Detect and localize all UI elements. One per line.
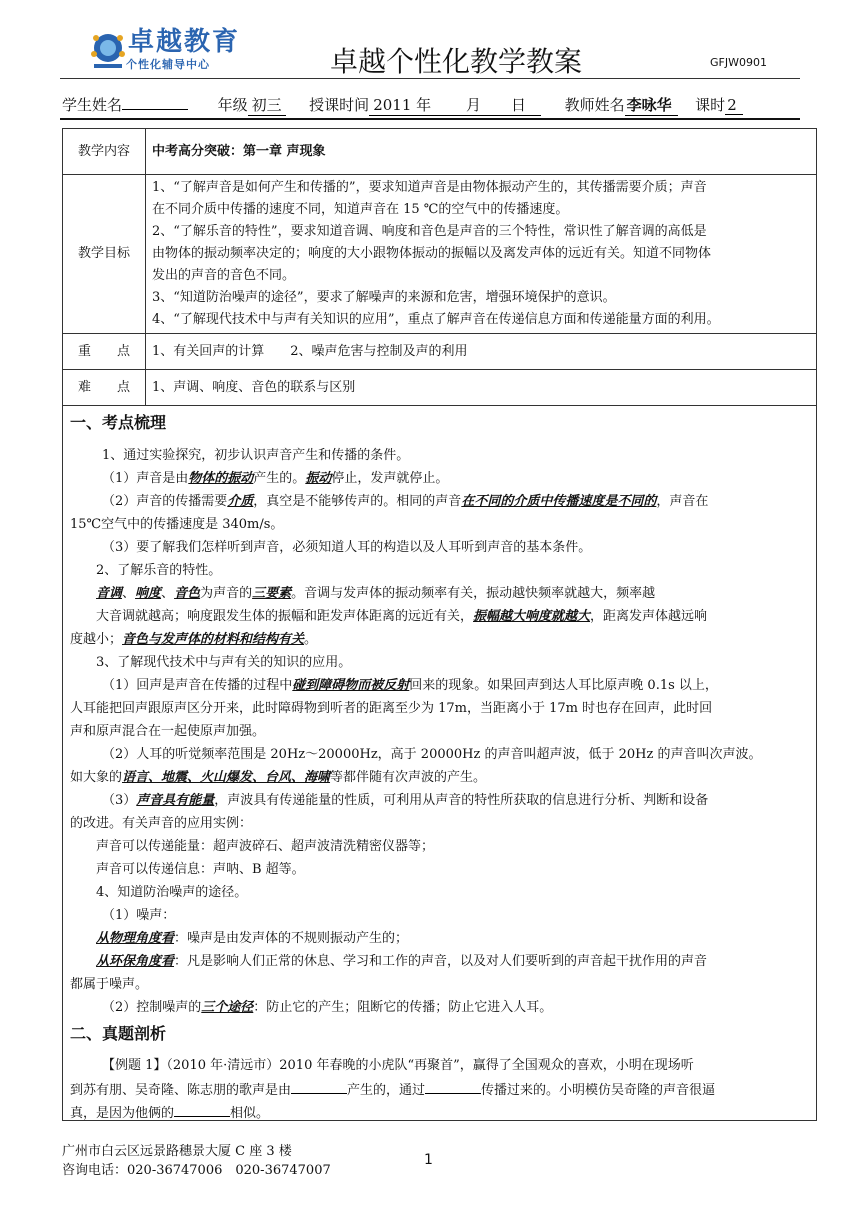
- body-line: 人耳能把回声跟原声区分开来，此时障碍物到听者的距离至少为 17m，当距离小于 17m 时也存在回声，此时回: [70, 701, 713, 716]
- body-line: （3）要了解我们怎样听到声音，必须知道人耳的构造以及人耳听到声音的基本条件。: [102, 540, 592, 555]
- info-rule: [60, 118, 800, 120]
- body-line: （1）噪声：: [102, 908, 176, 923]
- table-row: [63, 129, 817, 175]
- answer-blank[interactable]: [291, 1079, 347, 1094]
- difficulty-value: 1、声调、响度、音色的联系与区别: [146, 370, 817, 406]
- body-line: 从物理角度看：噪声是由发声体的不规则振动产生的；: [96, 931, 409, 946]
- body-line: 2、了解乐音的特性。: [96, 563, 222, 578]
- body-line: 都属于噪声。: [70, 977, 149, 992]
- table-row: [63, 175, 817, 334]
- body-line: 15℃空气中的传播速度是 340m/s。: [70, 517, 284, 532]
- year-value: 2011: [373, 96, 412, 114]
- day-unit: 日: [510, 96, 526, 114]
- brand-logo-emblem: [88, 28, 128, 72]
- goal-line: 发出的声音的音色不同。: [152, 268, 296, 283]
- body-line: （1）回声是声音在传播的过程中碰到障碍物而被反射回来的现象。如果回声到达人耳比原声晚 0.1s 以上，: [102, 678, 718, 693]
- body-line: 3、了解现代技术中与声有关的知识的应用。: [96, 655, 352, 670]
- body-line: 声音可以传递能量：超声波碎石、超声波清洗精密仪器等；: [96, 839, 435, 854]
- answer-blank[interactable]: [425, 1079, 481, 1094]
- example-line: 到苏有朋、吴奇隆、陈志朋的歌声是由 产生的，通过 传播过来的。小明模仿吴奇隆的声音很逼: [70, 1079, 715, 1101]
- table-row: [63, 370, 817, 406]
- lesson-info-line: [62, 94, 743, 116]
- document-code: GFJW0901: [710, 56, 767, 69]
- body-line: （1）声音是由物体的振动产生的。振动停止，发声就停止。: [102, 471, 449, 486]
- time-label: 授课时间: [309, 96, 370, 114]
- body-line: 度越小；音色与发声体的材料和结构有关。: [70, 632, 318, 647]
- teacher-label: 教师姓名: [564, 96, 625, 114]
- body-line: （3）声音具有能量，声波具有传递能量的性质，可利用从声音的特性所获取的信息进行分析、判断和设备: [102, 793, 709, 808]
- body-line: 1、通过实验探究，初步认识声音产生和传播的条件。: [102, 448, 410, 463]
- student-name-blank: [122, 95, 188, 110]
- body-line: 4、知道防治噪声的途径。: [96, 885, 248, 900]
- footer-address: 广州市白云区远景路穗景大厦 C 座 3 楼: [62, 1144, 292, 1159]
- grade-value: 初三: [248, 94, 286, 116]
- body-line: 音调、响度、音色为声音的三要素。音调与发声体的振动频率有关，振动越快频率就越大，频率越: [96, 586, 656, 601]
- body-line: 大音调就越高；响度跟发生体的振幅和距发声体距离的远近有关，振幅越大响度就越大，距离发声体越远响: [96, 609, 708, 624]
- footer-contact: [62, 1142, 331, 1180]
- answer-blank[interactable]: [174, 1102, 230, 1117]
- body-line: （2）控制噪声的三个途径：防止它的产生；阻断它的传播；防止它进入人耳。: [102, 1000, 553, 1015]
- goals-label: 教学目标: [63, 175, 146, 334]
- year-unit: 年: [416, 96, 432, 114]
- lesson-plan-table: [62, 128, 817, 406]
- header-rule: [60, 78, 800, 79]
- goal-line: 4、“了解现代技术中与声有关知识的应用”，重点了解声音在传递信息方面和传递能量方面的利用。: [152, 312, 720, 327]
- table-row: [63, 334, 817, 370]
- body-line: 声和原声混合在一起使原声加强。: [70, 724, 266, 739]
- grade-label: 年级: [217, 96, 248, 114]
- student-label: 学生姓名: [62, 96, 123, 114]
- page-number: 1: [424, 1152, 433, 1168]
- body-line: （2）声音的传播需要介质，真空是不能够传声的。相同的声音在不同的介质中传播速度是不同的，声音在: [102, 494, 709, 509]
- brand-subtitle: 个性化辅导中心: [126, 58, 210, 71]
- goal-line: 3、“知道防治噪声的途径”，要求了解噪声的来源和危害，增强环境保护的意识。: [152, 290, 616, 305]
- brand-name: 卓越教育: [128, 27, 241, 57]
- body-line: 声音可以传递信息：声呐、B 超等。: [96, 862, 305, 877]
- section-heading: 二、真题剖析: [70, 1024, 167, 1043]
- body-line: 如大象的语言、地震、火山爆发、台风、海啸等都伴随有次声波的产生。: [70, 770, 487, 785]
- section-heading: 一、考点梳理: [70, 413, 167, 432]
- difficulty-label: 难 点: [63, 370, 146, 406]
- period-value: 2: [725, 96, 743, 115]
- month-unit: 月: [465, 96, 481, 114]
- example-line: 真，是因为他俩的 相似。: [70, 1102, 269, 1124]
- content-label: 教学内容: [63, 129, 146, 175]
- body-line: 从环保角度看：凡是影响人们正常的休息、学习和工作的声音，以及对人们要听到的声音起干扰作用的声音: [96, 954, 708, 969]
- key-value: 1、有关回声的计算 2、噪声危害与控制及声的利用: [146, 334, 817, 370]
- goal-line: 1、“了解声音是如何产生和传播的”，要求知道声音是由物体振动产生的，其传播需要介质；声音: [152, 180, 707, 195]
- period-label: 课时: [695, 96, 726, 114]
- content-value: 中考高分突破：第一章 声现象: [146, 129, 817, 175]
- body-line: 的改进。有关声音的应用实例：: [70, 816, 253, 831]
- time-value: [369, 94, 541, 116]
- goal-line: 2、“了解乐音的特性”，要求知道音调、响度和音色是声音的三个特性，常识性了解音调的高低是: [152, 224, 707, 239]
- example-line: 【例题 1】（2010 年·清远市）2010 年春晚的小虎队“再聚首”，赢得了全国观众的喜欢，小明在现场听: [102, 1058, 694, 1073]
- body-line: （2）人耳的听觉频率范围是 20Hz～20000Hz，高于 20000Hz 的声音叫超声波，低于 20Hz 的声音叫次声波。: [102, 747, 762, 762]
- goal-line: 在不同介质中传播的速度不同，知道声音在 15 ℃的空气中的传播速度。: [152, 202, 569, 217]
- key-label: 重 点: [63, 334, 146, 370]
- document-title: 卓越个性化教学教案: [330, 45, 583, 78]
- goal-line: 由物体的振动频率决定的；响度的大小跟物体振动的振幅以及离发声体的远近有关。知道不同物体: [152, 246, 712, 261]
- footer-phone: 咨询电话：020-36747006 020-36747007: [62, 1163, 331, 1178]
- goals-value: [146, 175, 817, 334]
- teacher-name: 李咏华: [625, 94, 678, 116]
